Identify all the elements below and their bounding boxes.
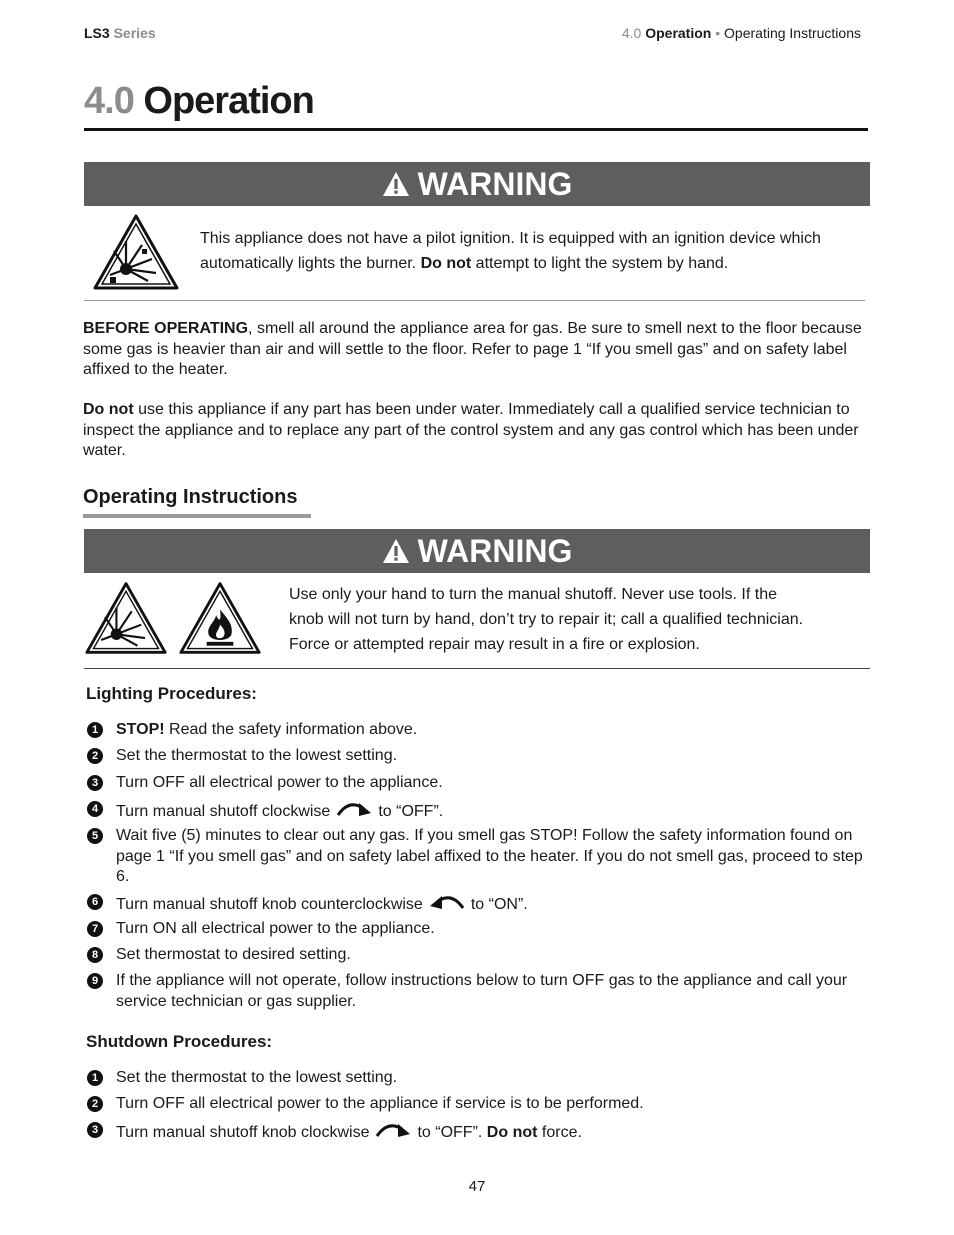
step-text-after: to “OFF”. — [378, 803, 444, 820]
list-item — [87, 746, 877, 767]
step-number-badge: 7 — [87, 921, 103, 937]
step-number-badge: 9 — [87, 973, 103, 989]
step-text: Turn manual shutoff knob counterclockwise — [116, 896, 423, 913]
step-number-badge: 5 — [87, 828, 103, 844]
list-item — [87, 1068, 877, 1089]
shutdown-procedures-heading: Shutdown Procedures: — [86, 1032, 273, 1051]
list-item — [87, 720, 877, 741]
header-section-number: 4.0 — [621, 25, 642, 41]
warning-banner-1 — [84, 162, 870, 206]
header-subsection: Operating Instructions — [724, 25, 861, 41]
list-item — [87, 892, 877, 916]
warning-label-1: WARNING — [417, 165, 573, 202]
list-item — [87, 1094, 877, 1115]
step-number-badge: 4 — [87, 801, 103, 817]
title-rule — [84, 128, 868, 131]
donot-bold: Do not — [83, 401, 134, 418]
step-text: Turn manual shutoff clockwise — [116, 803, 331, 820]
warning1-line1: This appliance does not have a pilot ignition. It is equipped with an ignition device which — [200, 230, 821, 247]
warning1-line2-bold: Do not — [420, 255, 472, 272]
warning-triangle-icon — [382, 538, 410, 564]
list-item — [87, 971, 877, 1012]
explosion-hazard-icon — [84, 580, 168, 656]
series-label: Series — [113, 25, 156, 41]
step-text: Set thermostat to desired setting. — [116, 946, 351, 963]
header-section — [622, 25, 861, 41]
warning-label-2: WARNING — [417, 532, 573, 569]
step-text: Set the thermostat to the lowest setting. — [116, 747, 398, 764]
page-title — [84, 80, 314, 123]
warning2-line2: knob will not turn by hand, don’t try to repair it; call a qualified technician. — [289, 611, 804, 628]
list-item — [87, 919, 877, 940]
list-item — [87, 799, 877, 823]
warning-text-2 — [289, 582, 803, 657]
warning-text-1 — [200, 226, 821, 276]
step-text: Turn manual shutoff knob clockwise — [116, 1124, 370, 1141]
step-text: Read the safety information above. — [164, 721, 418, 738]
step-number-badge: 1 — [87, 722, 103, 738]
warning1-line2 — [200, 251, 821, 276]
step-number-badge: 3 — [87, 775, 103, 791]
before-operating-paragraph — [83, 319, 873, 381]
warning2-line3: Force or attempted repair may result in a fire or explosion. — [289, 636, 700, 653]
section-rule — [83, 514, 311, 518]
step-number-badge: 2 — [87, 1096, 103, 1112]
step-number-badge: 2 — [87, 748, 103, 764]
clockwise-arrow-icon — [374, 1120, 412, 1140]
before-text: , smell all around the appliance area for gas. Be sure to smell next to the floor because some gas is heavier than air and will settle to the floor. Refer to page 1 “If you smell gas” and on safety label affixed to the heater. — [83, 320, 862, 378]
header-bullet: • — [715, 25, 721, 41]
step-text: Turn ON all electrical power to the appliance. — [116, 920, 435, 937]
warning1-line2-pre: automatically lights the burner. — [200, 255, 421, 272]
title-text: Operation — [143, 80, 314, 122]
warning-triangle-icon — [382, 171, 410, 197]
warning2-rule — [84, 668, 870, 669]
warning1-line2-post: attempt to light the system by hand. — [471, 255, 729, 272]
donot-text: use this appliance if any part has been under water. Immediately call a qualified service technician to inspect the appliance and to replace any part of the control system and any gas control which has been under water. — [83, 401, 859, 459]
step-text-after: to “OFF”. — [417, 1124, 487, 1141]
section-heading: Operating Instructions — [83, 486, 298, 508]
step-number-badge: 1 — [87, 1070, 103, 1086]
step-number-badge: 6 — [87, 894, 103, 910]
warning2-line1: Use only your hand to turn the manual shutoff. Never use tools. If the — [289, 586, 777, 603]
step-text-after: to “ON”. — [470, 896, 528, 913]
list-item — [87, 1120, 877, 1144]
step-bold: Do not — [486, 1124, 538, 1141]
warning-banner-2 — [84, 529, 870, 573]
before-bold: BEFORE OPERATING — [83, 320, 249, 337]
step-text: Set the thermostat to the lowest setting. — [116, 1069, 398, 1086]
explosion-hazard-icon — [92, 213, 180, 291]
step-text-tail: force. — [537, 1124, 582, 1141]
header-series — [84, 25, 156, 41]
step-text: Turn OFF all electrical power to the appliance. — [116, 774, 443, 791]
step-number-badge: 8 — [87, 947, 103, 963]
step-text: Turn OFF all electrical power to the appliance if service is to be performed. — [116, 1095, 644, 1112]
lighting-procedures-heading: Lighting Procedures: — [86, 684, 257, 703]
list-item — [87, 945, 877, 966]
clockwise-arrow-icon — [335, 799, 373, 819]
list-item — [87, 773, 877, 794]
step-number-badge: 3 — [87, 1122, 103, 1138]
warning1-rule — [84, 300, 865, 301]
do-not-paragraph — [83, 400, 873, 462]
title-number: 4.0 — [84, 80, 134, 122]
series-name: LS3 — [84, 25, 110, 41]
header-section-title: Operation — [645, 25, 712, 41]
step-text: Wait five (5) minutes to clear out any gas. If you smell gas STOP! Follow the safety information found on page 1 “If you smell gas” and on safety label affixed to the heater. If you do not smell gas, proceed to step 6. — [116, 827, 863, 885]
page-number: 47 — [468, 1178, 486, 1195]
counterclockwise-arrow-icon — [428, 892, 466, 912]
fire-hazard-icon — [178, 580, 262, 656]
step-text: If the appliance will not operate, follow instructions below to turn OFF gas to the appliance and call your service technician or gas supplier. — [116, 972, 848, 1010]
list-item — [87, 826, 877, 888]
step-bold: STOP! — [116, 721, 165, 738]
